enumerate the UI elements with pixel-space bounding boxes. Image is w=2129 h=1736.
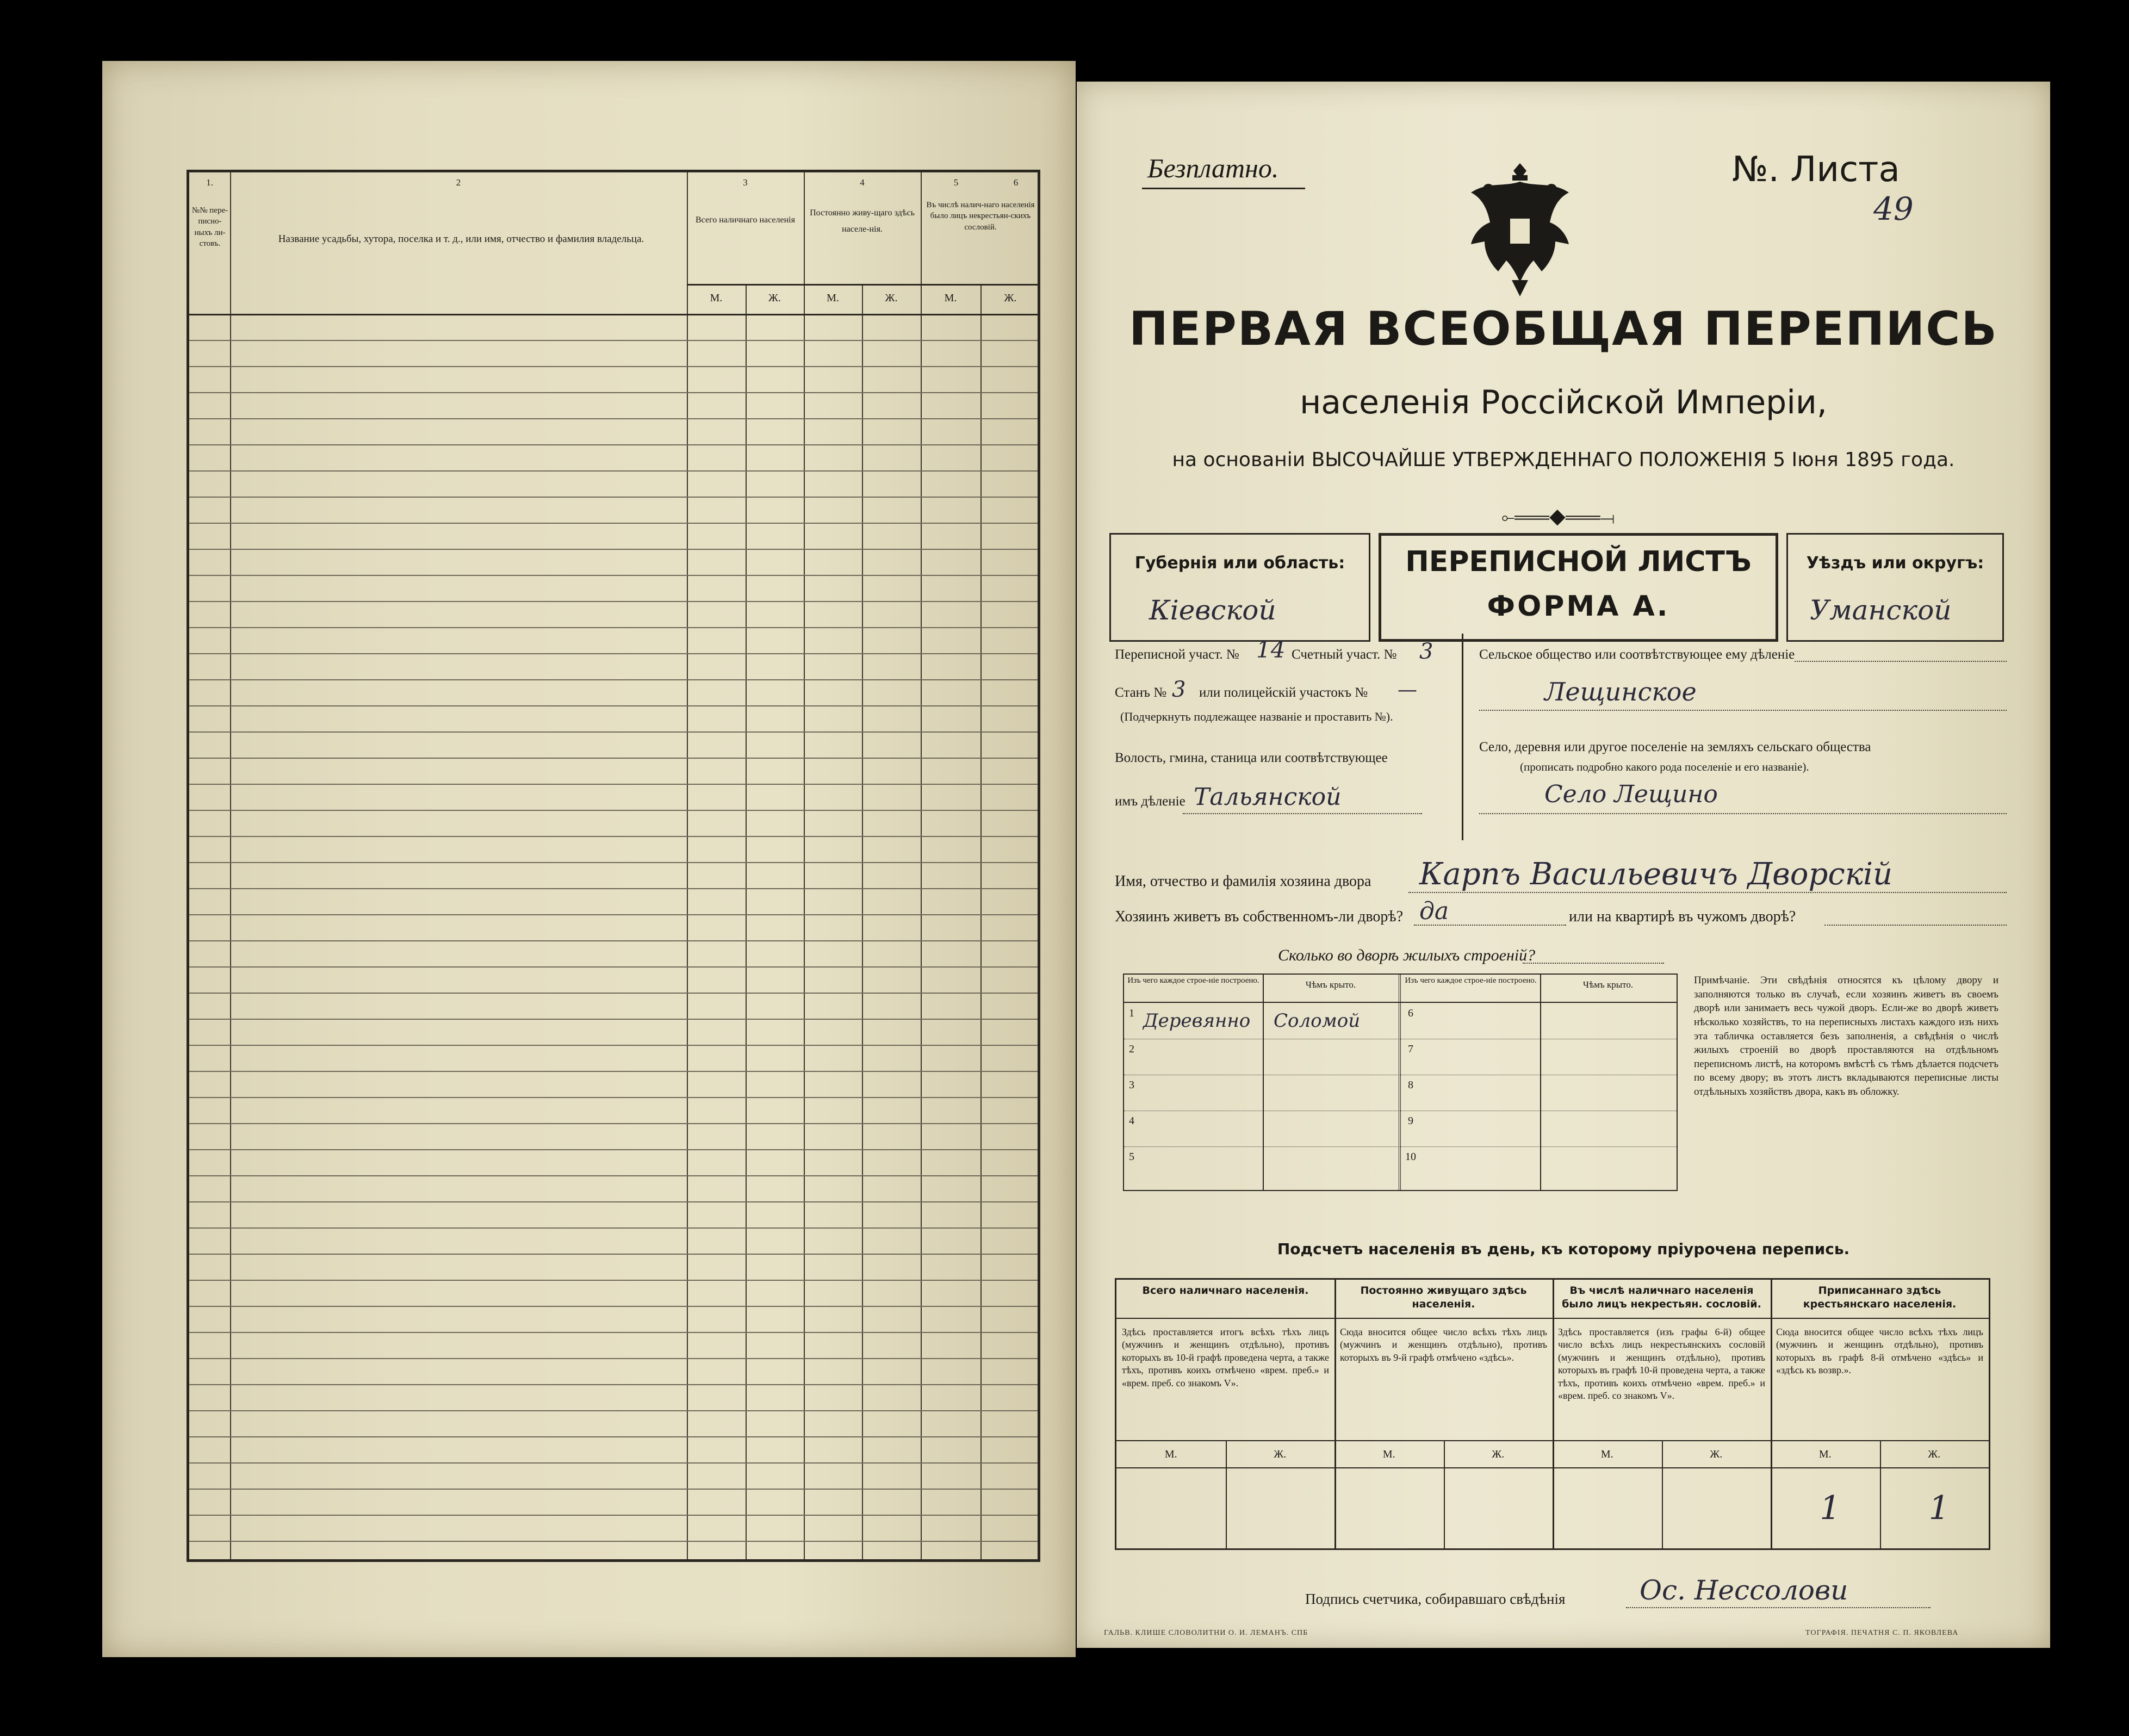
- form-title-box: [1379, 533, 1778, 642]
- table-row: [189, 1332, 1038, 1333]
- tally-sex-label: М.: [1382, 1448, 1395, 1460]
- page-title: ПЕРВАЯ ВСЕОБЩАЯ ПЕРЕПИСЬ: [1129, 302, 1998, 356]
- volost-value: Тальянской: [1194, 783, 1342, 811]
- table-row: [189, 914, 1038, 915]
- tally-line: [1116, 1440, 1989, 1441]
- table-row: [189, 653, 1038, 654]
- table-row: [189, 1306, 1038, 1307]
- col-number-5: 5: [953, 177, 959, 188]
- admin-divider: [1462, 634, 1463, 840]
- table-row: [189, 1019, 1038, 1020]
- table-column-line: [980, 284, 982, 1559]
- tally-sex-label: М.: [1600, 1448, 1613, 1460]
- bld-header-roof: Чѣмъ крыто.: [1305, 979, 1356, 990]
- sex-label-f: Ж.: [885, 292, 898, 304]
- tally-column-header: Постоянно живущаго здѣсь населенія.: [1360, 1285, 1527, 1310]
- table-row: [189, 1489, 1038, 1490]
- table-row: [189, 627, 1038, 628]
- table-row: [189, 679, 1038, 680]
- col-number-4: 4: [860, 177, 865, 188]
- sex-label-m: М.: [710, 292, 723, 304]
- table-column-line: [230, 172, 231, 1559]
- table-row: [189, 575, 1038, 576]
- form-letter: ФОРМА А.: [1487, 590, 1670, 623]
- table-row: [189, 1541, 1038, 1542]
- table-row: [189, 1149, 1038, 1150]
- col3-header: Всего наличнаго населенія: [696, 215, 795, 225]
- tally-value: 1: [1820, 1489, 1841, 1527]
- free-underline: [1142, 188, 1305, 189]
- col-number-3: 3: [743, 177, 748, 188]
- province-value: Кіевской: [1149, 594, 1276, 626]
- table-row: [189, 340, 1038, 341]
- district-box: [1786, 533, 2004, 642]
- tally-table: [1115, 1278, 1990, 1550]
- table-header-line: [189, 314, 1038, 315]
- table-row: [189, 1045, 1038, 1046]
- table-row: [189, 601, 1038, 602]
- signature-value: Ос. Нессолови: [1640, 1574, 1848, 1606]
- table-row: [189, 549, 1038, 550]
- table-row: [189, 1175, 1038, 1176]
- table-row: [189, 784, 1038, 785]
- own-yard-value: да: [1419, 897, 1449, 925]
- table-row: [189, 366, 1038, 367]
- tally-sex-label: Ж.: [1492, 1448, 1505, 1460]
- bld-row-number: 10: [1405, 1151, 1416, 1163]
- tally-sex-label: Ж.: [1274, 1448, 1287, 1460]
- bld-row-number: 1: [1129, 1007, 1134, 1019]
- imperial-eagle-icon: [1455, 158, 1585, 299]
- sheet-number-value: 49: [1873, 190, 1914, 227]
- province-box: [1109, 533, 1370, 642]
- count-area-label: Счетный участ. №: [1292, 647, 1397, 662]
- table-row: [189, 1384, 1038, 1385]
- owner-value: Карпъ Васильевичъ Дворскій: [1419, 857, 1893, 892]
- tally-column-description: Здѣсь проставляется (изъ графы 6-й) общее число всѣхъ лицъ некрестьянскихъ сословій (мужчинъ и женщинъ отдѣльно), противъ которыхъ въ графѣ 10-й проведена черта, а также тѣхъ, противъ коихъ отмѣчено «врем. преб.» и «врем. преб. со знакомъ V».: [1558, 1326, 1765, 1401]
- village-value: Село Лещино: [1544, 780, 1718, 808]
- tally-sex-label: М.: [1164, 1448, 1177, 1460]
- table-header-line: [687, 284, 1038, 286]
- table-row: [189, 705, 1038, 706]
- tally-column-description: Сюда вносится общее число всѣхъ тѣхъ лицъ (мужчинъ и женщинъ отдѣльно), противъ которыхъ въ 9-й графѣ отмѣчено «здѣсь».: [1340, 1326, 1547, 1363]
- police-label: или полицейскій участокъ №: [1199, 685, 1368, 700]
- table-row: [189, 418, 1038, 419]
- volost-label: Волость, гмина, станица или соотвѣтствующее: [1115, 751, 1388, 765]
- table-row: [189, 523, 1038, 524]
- right-page: [1077, 82, 2050, 1648]
- table-row: [189, 836, 1038, 837]
- census-area-label: Переписной участ. №: [1115, 647, 1239, 662]
- table-row: [189, 1254, 1038, 1255]
- table-row: [189, 1358, 1038, 1359]
- form-title: ПЕРЕПИСНОЙ ЛИСТЪ: [1405, 545, 1752, 578]
- bld-row-number: 6: [1408, 1007, 1413, 1019]
- count-area-value: 3: [1419, 639, 1433, 664]
- table-row: [189, 1462, 1038, 1464]
- col4-header: Постоянно живу-щаго здѣсь населе-нія.: [810, 208, 915, 234]
- tally-column-description: Здѣсь проставляется итогъ всѣхъ тѣхъ лицъ (мужчинъ и женщинъ отдѣльно), противъ которыхъ въ 10-й графѣ проведена черта, а также тѣхъ, противъ коихъ отмѣчено «врем. преб.» и «врем. преб. со знакомъ V».: [1122, 1326, 1329, 1388]
- tally-header-line: [1116, 1318, 1989, 1319]
- table-row: [189, 888, 1038, 889]
- census-area-value: 14: [1256, 636, 1286, 663]
- volost-label-2: имъ дѣленіе: [1115, 794, 1185, 809]
- col5-header: Въ числѣ налич-наго населенія было лицъ некрестьян-скихъ сословій.: [926, 201, 1035, 232]
- table-row: [189, 444, 1038, 445]
- basis-line: на основаніи ВЫСОЧАЙШЕ УТВЕРЖДЕННАГО ПОЛОЖЕНІЯ 5 Іюня 1895 года.: [1172, 449, 1955, 471]
- table-row: [189, 1123, 1038, 1124]
- col-number-1: 1.: [206, 177, 213, 188]
- table-row: [189, 758, 1038, 759]
- bld-row-number: 9: [1408, 1115, 1413, 1127]
- bld-header-roof-2: Чѣмъ крыто.: [1582, 979, 1634, 990]
- settlement-table: [187, 170, 1040, 1562]
- sex-label-m: М.: [827, 292, 839, 304]
- table-row: [189, 470, 1038, 472]
- tally-column-header: Въ числѣ наличнаго населенія было лицъ некрестьян. сословій.: [1562, 1285, 1761, 1310]
- table-row: [189, 940, 1038, 941]
- tally-sex-label: Ж.: [1710, 1448, 1723, 1460]
- left-page: [102, 61, 1076, 1657]
- table-row: [189, 731, 1038, 733]
- table-row: [189, 993, 1038, 994]
- tally-sex-label: М.: [1818, 1448, 1832, 1460]
- table-row: [189, 392, 1038, 393]
- village-label: Село, деревня или другое поселеніе на земляхъ сельскаго общества: [1479, 740, 1871, 754]
- col-number-6: 6: [1013, 177, 1019, 188]
- page-subtitle: населенія Россійской Имперіи,: [1300, 383, 1827, 421]
- bld-header-material: Изъ чего каждое строе-ніе построено.: [1127, 976, 1259, 985]
- table-row: [189, 1227, 1038, 1229]
- table-column-line: [804, 172, 805, 1559]
- bld-row-number: 4: [1129, 1115, 1134, 1127]
- table-row: [189, 497, 1038, 498]
- table-row: [189, 810, 1038, 811]
- imprint-left: ГАЛЬВ. КЛИШЕ СЛОВОЛИТНИ О. И. ЛЕМАНЪ. СПБ: [1104, 1629, 1308, 1637]
- own-yard-label: Хозяинъ живетъ въ собственномъ-ли дворѣ?: [1115, 908, 1404, 925]
- table-row: [189, 1436, 1038, 1437]
- stan-value: 3: [1172, 677, 1186, 702]
- buildings-question: Сколько во дворѣ жилыхъ строеній?: [1278, 946, 1536, 964]
- table-row: [189, 862, 1038, 863]
- free-label: Безплатно.: [1147, 153, 1279, 183]
- sex-label-m: М.: [944, 292, 957, 304]
- village-note: (прописать подробно какого рода поселеніе и его названіе).: [1520, 760, 1809, 773]
- imprint-right: ТОГРАФІЯ. ПЕЧАТНЯ С. П. ЯКОВЛЕВА: [1805, 1629, 1959, 1637]
- signature-label: Подпись счетчика, собиравшаго свѣдѣнія: [1305, 1591, 1566, 1607]
- note-text: Примѣчаніе. Эти свѣдѣнія относятся къ цѣлому двору и заполняются только въ случаѣ, если хозяинъ живетъ въ своемъ дворѣ или занимаетъ весь чужой дворъ. Если-же во дворѣ живетъ нѣсколько хозяйствъ, то на переписныхъ листахъ каждого изъ нихъ эта табличка оставляется безъ заполненія, а свѣдѣнія о числѣ жилыхъ строеній во дворѣ проставляются на отдѣльномъ переписномъ листѣ, на которомъ вмѣстѣ съ тѣмъ дѣлается подсчетъ по всему двору; въ этотъ листъ вкладываются переписные листы отдѣльныхъ хозяйствъ двора, какъ въ обложку.: [1694, 975, 1998, 1098]
- community-value: Лещинское: [1544, 677, 1697, 706]
- tally-column-header: Приписаннаго здѣсь крестьянскаго населенія.: [1803, 1285, 1957, 1310]
- district-label: Уѣздъ или округъ:: [1806, 554, 1984, 573]
- tally-title: Подсчетъ населенія въ день, къ которому пріурочена перепись.: [1277, 1240, 1850, 1258]
- bld-row-number: 8: [1408, 1079, 1413, 1091]
- bld-header-material-2: Изъ чего каждое строе-ніе построено.: [1405, 976, 1537, 985]
- table-column-line: [921, 172, 922, 1559]
- table-row: [189, 1201, 1038, 1202]
- stan-label: Станъ №: [1115, 685, 1167, 700]
- province-label: Губернія или область:: [1134, 554, 1345, 573]
- tally-column-description: Сюда вносится общее число всѣхъ тѣхъ лицъ (мужчинъ и женщинъ отдѣльно), противъ которыхъ въ графѣ 8-й отмѣчено «здѣсь» и «здѣсь къ возвр.».: [1776, 1326, 1983, 1376]
- owner-label: Имя, отчество и фамилія хозяина двора: [1115, 873, 1371, 890]
- sheet-number-label: №. Листа: [1732, 150, 1900, 190]
- tally-column-line: [1334, 1280, 1336, 1548]
- tally-column-line: [1771, 1280, 1772, 1548]
- sex-label-f: Ж.: [1004, 292, 1017, 304]
- table-row: [189, 1515, 1038, 1516]
- ornament-divider: ⟜═══◆═══⟞: [1501, 509, 1615, 526]
- tally-sex-label: Ж.: [1928, 1448, 1941, 1460]
- table-row: [189, 1071, 1038, 1072]
- police-value: —: [1398, 679, 1417, 701]
- community-label: Сельское общество или соотвѣтствующее ему дѣленіе: [1479, 647, 1795, 662]
- tally-line: [1116, 1467, 1989, 1468]
- bld-roof-value: Соломой: [1274, 1010, 1361, 1032]
- table-column-line: [862, 284, 863, 1559]
- bld-row-number: 7: [1408, 1043, 1413, 1055]
- bld-row-number: 3: [1129, 1079, 1134, 1091]
- district-value: Уманской: [1810, 594, 1952, 626]
- tally-value: 1: [1928, 1489, 1950, 1527]
- sex-label-f: Ж.: [768, 292, 781, 304]
- other-yard-label: или на квартирѣ въ чужомъ дворѣ?: [1569, 908, 1796, 925]
- table-row: [189, 966, 1038, 968]
- col2-header: Название усадьбы, хутора, поселка и т. д., или имя, отчество и фамилия владельца.: [278, 233, 644, 245]
- tally-column-header: Всего наличнаго населенія.: [1142, 1285, 1309, 1297]
- bld-row-number: 2: [1129, 1043, 1134, 1055]
- table-column-line: [746, 284, 747, 1559]
- bld-row-line: [1124, 1146, 1677, 1147]
- table-row: [189, 1410, 1038, 1411]
- underline-note: (Подчеркнуть подлежащее названіе и проставить №).: [1120, 710, 1393, 723]
- col1-header: №№ пере-писно-ныхъ ли-стовъ.: [191, 206, 228, 248]
- tally-column-line: [1553, 1280, 1554, 1548]
- buildings-table: [1123, 974, 1678, 1191]
- col-number-2: 2: [456, 177, 461, 188]
- table-column-line: [687, 172, 688, 1559]
- table-row: [189, 1280, 1038, 1281]
- bld-row-number: 5: [1129, 1151, 1134, 1163]
- bld-material-value: Деревянно: [1143, 1010, 1251, 1032]
- table-row: [189, 1097, 1038, 1098]
